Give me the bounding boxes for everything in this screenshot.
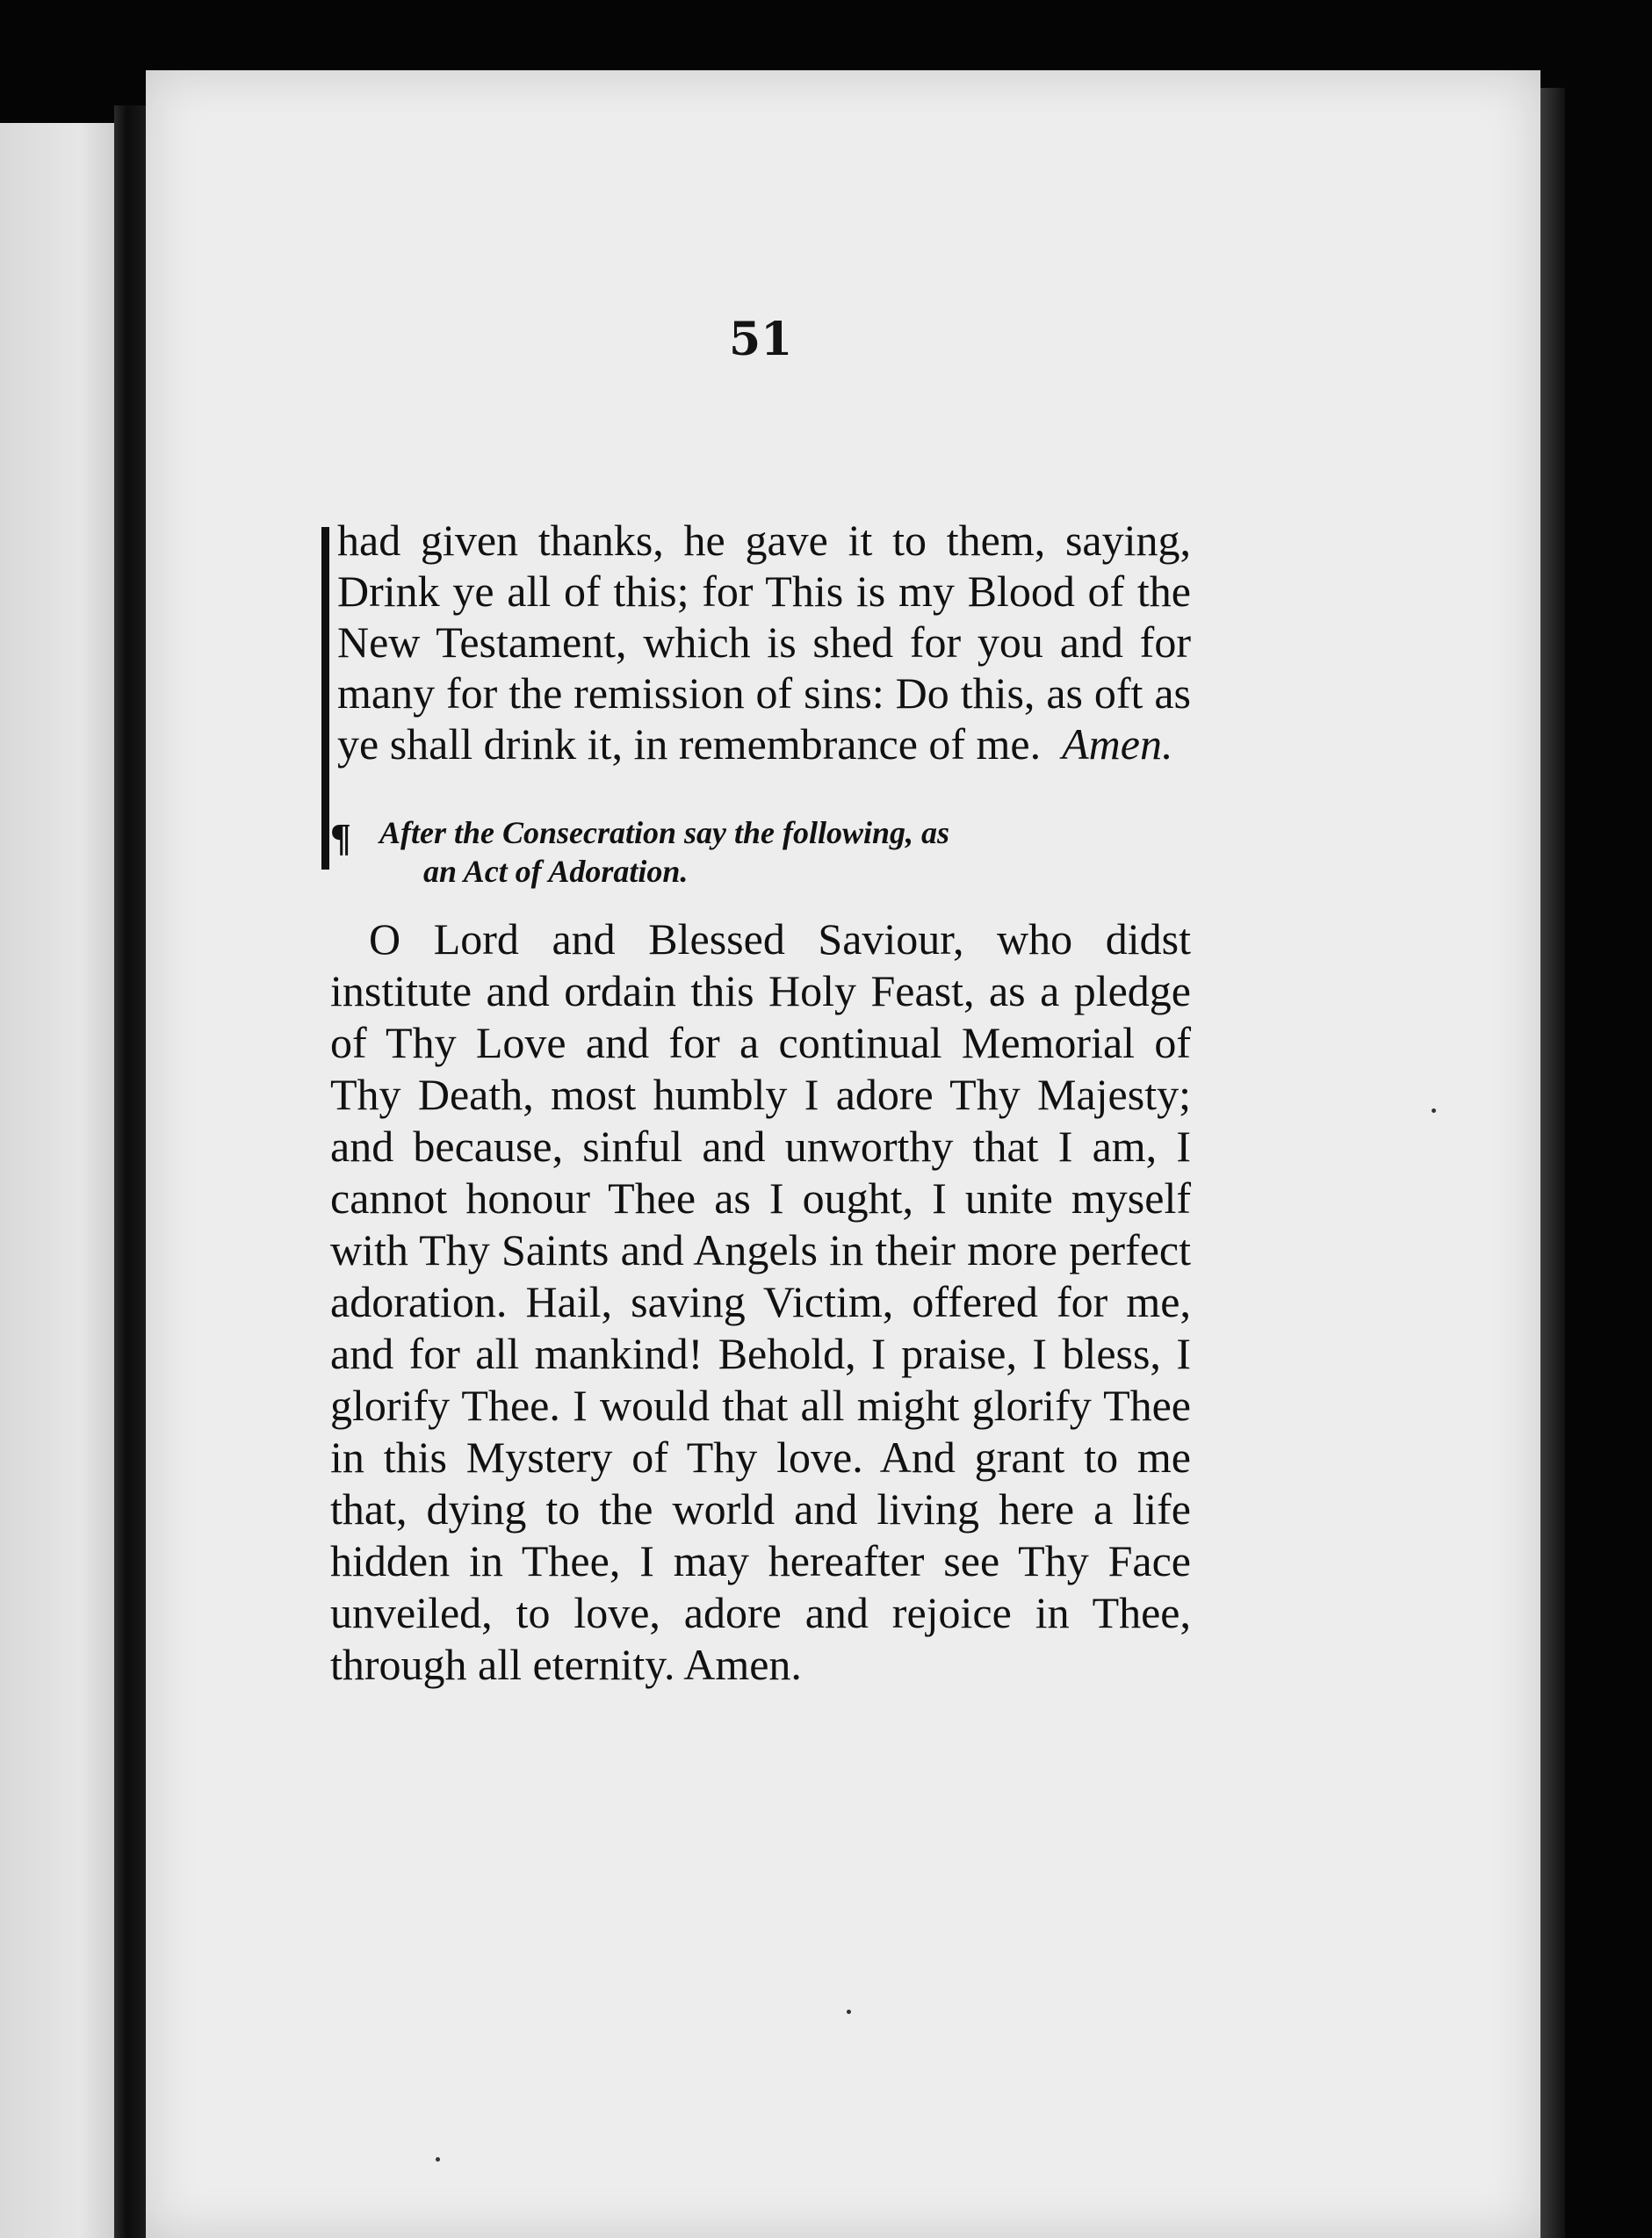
pilcrow-icon: ¶	[330, 816, 351, 859]
rubric	[330, 813, 1191, 891]
rubric-line-1: After the Consecration say the following, as	[379, 815, 950, 850]
right-page-edge	[1540, 88, 1565, 2238]
rubric-line-2: an Act of Adoration.	[423, 854, 689, 889]
paper-speck	[847, 2010, 851, 2014]
paper-speck	[436, 2157, 440, 2162]
adoration-prayer: O Lord and Blessed Saviour, who didst institute and ordain this Holy Feast, as a pledge of Thy Love and for a continual Memorial of Thy Death, most humbly I adore Thy Majesty; and because, sinful and unworthy that I am, I cannot honour Thee as I ought, I unite myself with Thy Saints and Angels in their more perfect adoration. Hail, saving Victim, offered for me, and for all mankind! Behold, I praise, I bless, I glorify Thee. I would that all might glorify Thee in this Mystery of Thy love. And grant to me that, dying to the world and living here a life hidden in Thee, I may hereafter see Thy Face unveiled, to love, adore and rejoice in Thee, through all eternity. Amen.	[330, 914, 1191, 1689]
page-number: 51	[729, 313, 793, 366]
left-page-edge	[0, 123, 114, 2238]
margin-bar	[321, 527, 329, 870]
verse-text: had given thanks, he gave it to them, saying, Drink ye all of this; for This is my Blood of the New Testament, which is shed for you and for many for the remission of sins: Do this, as oft as ye shall drink it, in remembrance of me.	[337, 516, 1191, 769]
book-gutter	[114, 105, 146, 2238]
page-text	[330, 471, 1191, 1735]
verse-amen: Amen.	[1062, 719, 1173, 769]
paper-speck	[1432, 1108, 1436, 1113]
scripture-verse	[330, 515, 1191, 769]
